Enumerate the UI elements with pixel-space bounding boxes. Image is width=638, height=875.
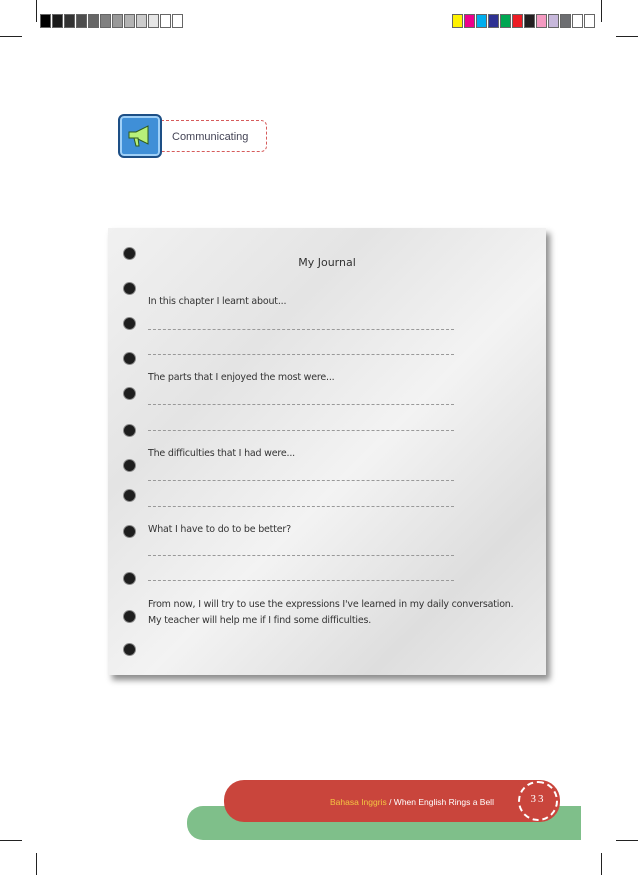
journal-paper (108, 228, 546, 675)
binder-hole (124, 526, 135, 537)
journal-prompt-learnt: In this chapter I learnt about... (148, 296, 287, 307)
binder-hole (124, 460, 135, 471)
answer-line[interactable] (148, 555, 454, 556)
answer-line[interactable] (148, 430, 454, 431)
binder-hole (124, 611, 135, 622)
communicating-label-box (156, 120, 267, 152)
footer-separator: / (386, 797, 394, 807)
page-number: 33 (530, 793, 546, 805)
answer-line[interactable] (148, 506, 454, 507)
answer-line[interactable] (148, 480, 454, 481)
footer-subject: Bahasa Inggris (330, 797, 387, 807)
color-bar (452, 14, 596, 28)
binder-hole (124, 573, 135, 584)
binder-hole (124, 388, 135, 399)
binder-hole (124, 490, 135, 501)
journal-prompt-enjoyed: The parts that I enjoyed the most were... (148, 372, 335, 383)
megaphone-icon (126, 123, 154, 149)
journal-title: My Journal (298, 256, 356, 269)
journal-closing-line-1: From now, I will try to use the expressions I've learned in my daily conversation. (148, 599, 514, 610)
grayscale-bar (40, 14, 184, 28)
journal-prompt-better: What I have to do to be better? (148, 524, 291, 535)
communicating-label: Communicating (172, 131, 249, 143)
footer-text (330, 797, 494, 807)
footer-book-title: When English Rings a Bell (393, 797, 494, 807)
communicating-badge (118, 114, 162, 158)
answer-line[interactable] (148, 580, 454, 581)
binder-hole (124, 318, 135, 329)
binder-hole (124, 353, 135, 364)
answer-line[interactable] (148, 404, 454, 405)
binder-hole (124, 283, 135, 294)
answer-line[interactable] (148, 329, 454, 330)
answer-line[interactable] (148, 354, 454, 355)
journal-closing-line-2: My teacher will help me if I find some difficulties. (148, 615, 372, 626)
binder-hole (124, 425, 135, 436)
page-number-badge (518, 781, 558, 821)
journal-prompt-difficulties: The difficulties that I had were... (148, 448, 295, 459)
binder-hole (124, 644, 135, 655)
